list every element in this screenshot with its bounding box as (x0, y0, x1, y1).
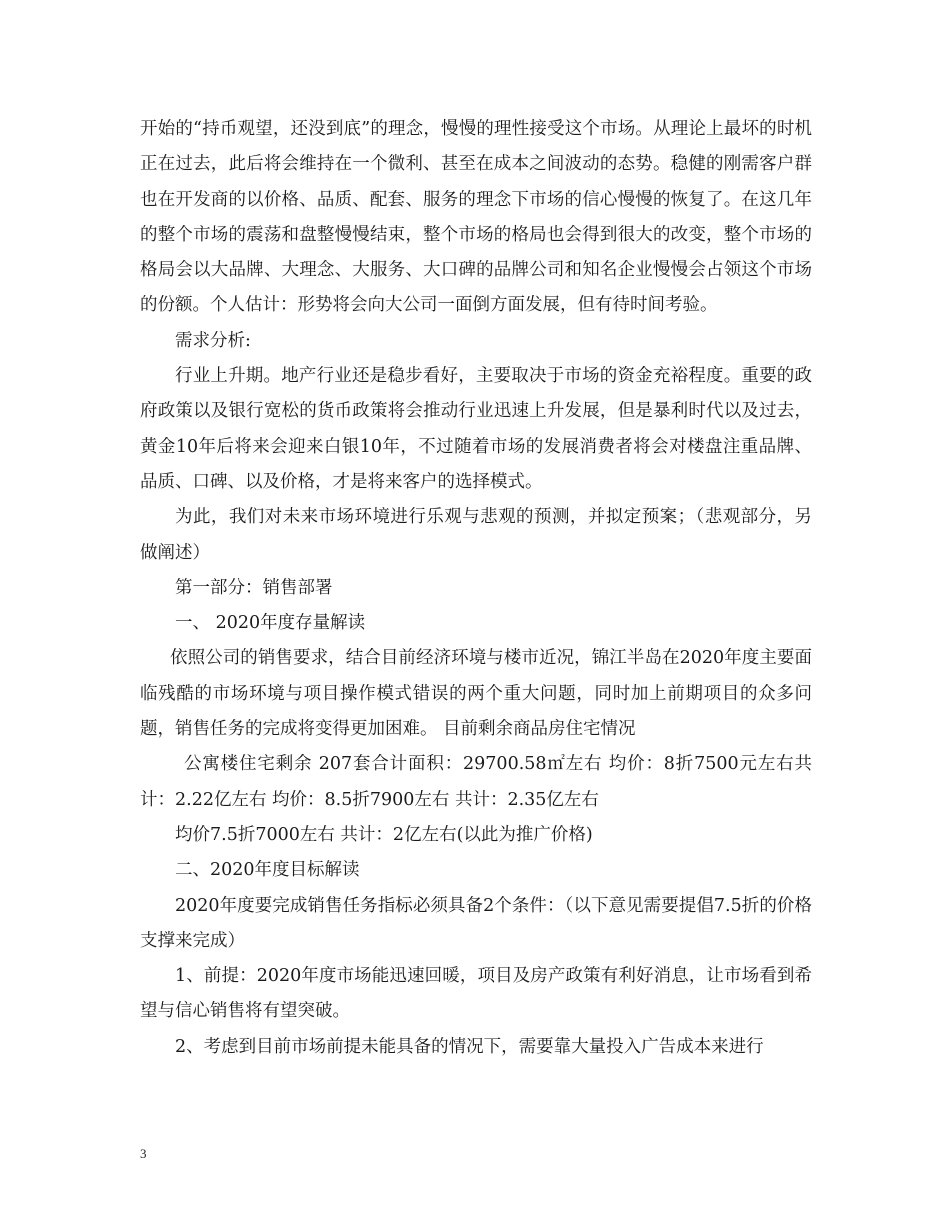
paragraph-sales-requirement: 依照公司的销售要求，结合目前经济环境与楼市近况，锦江半岛在2020年度主要面临残酷的市场环境与项目操作模式错误的两个重大问题，同时加上前期项目的众多问题，销售任务的完成将变得更加困难。 目前剩余商品房住宅情况 (140, 648, 812, 740)
subsection-heading-inventory: 一、 2020年度存量解读 (175, 613, 366, 634)
paragraph-demand-heading: 需求分析: (175, 330, 251, 351)
list-item-premise: 1、前提：2020年度市场能迅速回暖，项目及房产政策有利好消息，让市场看到希望与信心销售将有望突破。 (140, 966, 812, 1022)
page-number: 3 (140, 1146, 147, 1161)
paragraph-promo-price: 均价7.5折7000左右 共计：2亿左右(以此为推广价格) (175, 824, 593, 845)
paragraph-target-conditions: 2020年度要完成销售任务指标必须具备2个条件：（以下意见需要提倡7.5折的价格支撑来完成） (140, 895, 812, 951)
paragraph-industry-rise: 行业上升期。地产行业还是稳步看好，主要取决于市场的资金充裕程度。重要的政府政策以及银行宽松的货币政策将会推动行业迅速上升发展，但是暴利时代以及过去，黄金10年后将来会迎来白银10年，不过随着市场的发展消费者将会对楼盘注重品牌、品质、口碑、以及价格，才是将来客户的选择模式。 (140, 366, 812, 492)
paragraph-market-outlook: 开始的“持币观望，还没到底”的理念，慢慢的理性接受这个市场。从理论上最坏的时机正在过去，此后将会维持在一个微利、甚至在成本之间波动的态势。稳健的刚需客户群也在开发商的以价格、品质、配套、服务的理念下市场的信心慢慢的恢复了。在这几年的整个市场的震荡和盘整慢慢结束，整个市场的格局也会得到很大的改变，整个市场的格局会以大品牌、大理念、大服务、大口碑的品牌公司和知名企业慢慢会占领这个市场的份额。个人估计：形势将会向大公司一面倒方面发展，但有待时间考验。 (140, 119, 812, 316)
list-item-advertising: 2、考虑到目前市场前提未能具备的情况下，需要靠大量投入广告成本来进行 (175, 1036, 764, 1057)
section-heading-sales: 第一部分：销售部署 (175, 577, 333, 598)
paragraph-apartment-inventory: 公寓楼住宅剩余 207套合计面积：29700.58㎡左右 均价：8折7500元左右共计：2.22亿左右 均价：8.5折7900左右 共计：2.35亿左右 (140, 754, 812, 810)
subsection-heading-target: 二、2020年度目标解读 (175, 860, 360, 881)
paragraph-forecast: 为此，我们对未来市场环境进行乐观与悲观的预测，并拟定预案；（悲观部分，另做阐述） (140, 507, 812, 563)
document-body (140, 112, 812, 1065)
